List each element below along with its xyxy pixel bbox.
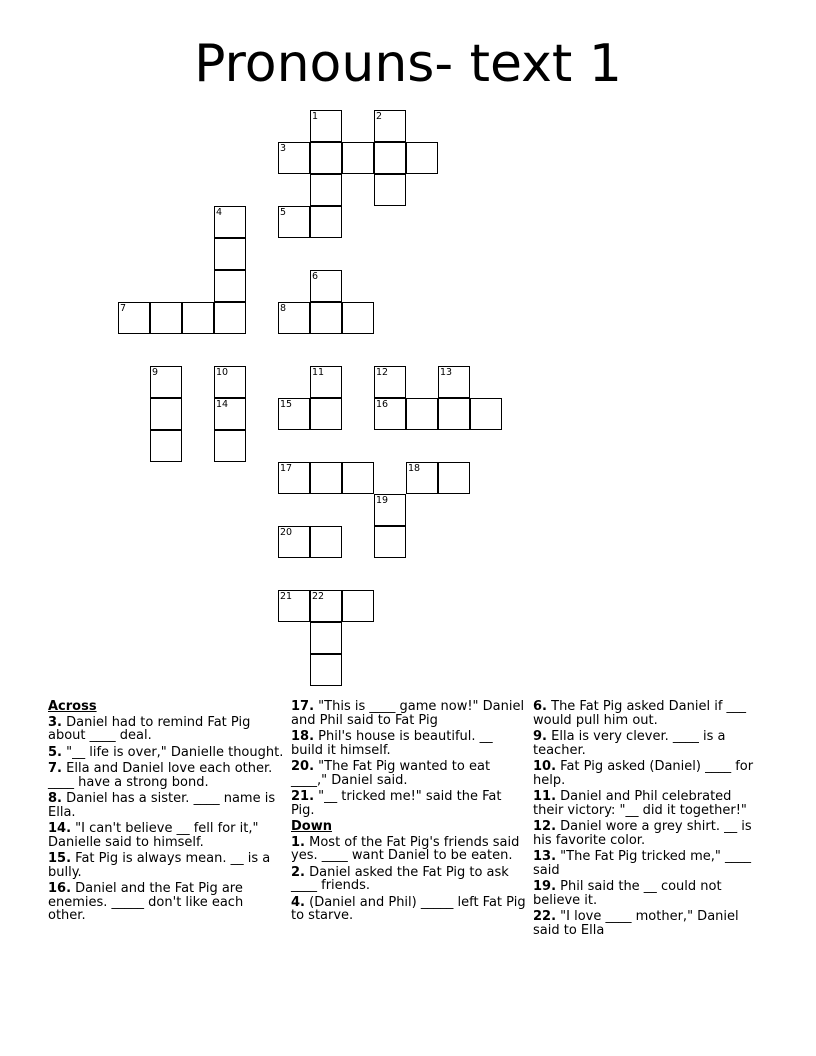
clue-number-label: 19	[376, 495, 389, 506]
clue-number-label: 21	[280, 591, 293, 602]
clue-number: 18.	[291, 729, 315, 744]
clue-number: 9.	[533, 729, 547, 744]
grid-cell[interactable]	[374, 174, 406, 206]
clue-number: 1.	[291, 834, 305, 850]
grid-cell[interactable]	[310, 526, 342, 558]
puzzle-title: Pronouns- text 1	[194, 34, 622, 94]
clue-text: Daniel wore a grey shirt. __ is his favorite color.	[533, 819, 752, 848]
clue-item	[48, 822, 284, 849]
clue-number-label: 1	[312, 111, 319, 122]
clue-text: "__ life is over," Danielle thought.	[66, 744, 284, 760]
clue-item	[291, 836, 527, 863]
grid-cell[interactable]	[214, 430, 246, 462]
clue-item	[291, 700, 527, 727]
grid-cell[interactable]	[438, 398, 470, 430]
clue-column-3	[533, 700, 763, 940]
grid-cell[interactable]	[310, 142, 342, 174]
clue-number-label: 3	[280, 143, 287, 154]
across-heading: Across	[48, 699, 97, 714]
clue-number-label: 17	[280, 463, 293, 474]
clue-number-label: 22	[312, 591, 325, 602]
clue-number: 4.	[291, 894, 305, 910]
grid-cell[interactable]	[310, 398, 342, 430]
clue-number: 2.	[291, 864, 305, 880]
clue-text: "The Fat Pig tricked me," ____ said	[533, 849, 752, 878]
clue-number-label: 6	[312, 271, 319, 282]
clue-number: 19.	[533, 879, 557, 894]
clue-item	[533, 850, 763, 877]
grid-cell[interactable]	[310, 206, 342, 238]
grid-cell[interactable]	[342, 302, 374, 334]
grid-cell[interactable]	[406, 142, 438, 174]
clue-number-label: 14	[216, 399, 229, 410]
clue-item	[533, 910, 763, 937]
clue-item	[48, 746, 284, 760]
clue-number-label: 2	[376, 111, 383, 122]
grid-cell[interactable]	[342, 462, 374, 494]
clue-number: 6.	[533, 699, 547, 714]
grid-cell[interactable]	[214, 302, 246, 334]
clue-text: Daniel asked the Fat Pig to ask ____ friends.	[291, 864, 509, 893]
clue-item	[48, 792, 284, 819]
clue-number-label: 10	[216, 367, 229, 378]
clue-number-label: 13	[440, 367, 453, 378]
clue-item	[533, 700, 763, 727]
clue-item	[533, 880, 763, 907]
clue-item	[291, 866, 527, 893]
clue-number: 10.	[533, 759, 557, 774]
clue-item	[533, 820, 763, 847]
clue-text: (Daniel and Phil) _____ left Fat Pig to starve.	[291, 894, 526, 923]
clue-item	[533, 790, 763, 817]
clue-number-label: 11	[312, 367, 325, 378]
clue-number-label: 15	[280, 399, 293, 410]
grid-cell[interactable]	[214, 238, 246, 270]
clue-column-1	[48, 700, 284, 926]
clue-text: Ella and Daniel love each other. ____ have a strong bond.	[48, 761, 273, 790]
clue-item	[48, 882, 284, 923]
clue-text: Fat Pig is always mean. __ is a bully.	[48, 851, 271, 880]
clue-text: Daniel had to remind Fat Pig about ____ deal.	[48, 714, 251, 743]
clue-number-label: 20	[280, 527, 293, 538]
clue-number-label: 8	[280, 303, 287, 314]
clue-text: Daniel has a sister. ____ name is Ella.	[48, 791, 276, 820]
clue-text: Daniel and the Fat Pig are enemies. _____ don't like each other.	[48, 881, 244, 923]
grid-cell[interactable]	[310, 654, 342, 686]
clue-column-2	[291, 700, 527, 926]
clue-number-label: 9	[152, 367, 159, 378]
clue-number: 17.	[291, 699, 315, 714]
grid-cell[interactable]	[310, 302, 342, 334]
clue-text: Daniel and Phil celebrated their victory: "__ did it together!"	[533, 789, 747, 818]
clue-number: 15.	[48, 851, 72, 866]
clue-item	[48, 762, 284, 789]
clue-text: "__ tricked me!" said the Fat Pig.	[291, 789, 502, 818]
grid-cell[interactable]	[150, 398, 182, 430]
clue-number-label: 12	[376, 367, 389, 378]
clue-text: "This is ____ game now!" Daniel and Phil said to Fat Pig	[291, 699, 525, 728]
grid-cell[interactable]	[150, 430, 182, 462]
clue-number-label: 7	[120, 303, 127, 314]
clue-text: Ella is very clever. ____ is a teacher.	[533, 729, 726, 758]
grid-cell[interactable]	[310, 174, 342, 206]
clue-number: 21.	[291, 789, 315, 804]
clue-text: The Fat Pig asked Daniel if ___ would pull him out.	[533, 699, 747, 728]
grid-cell[interactable]	[406, 398, 438, 430]
clue-number: 5.	[48, 744, 62, 760]
grid-cell[interactable]	[374, 526, 406, 558]
clue-item	[48, 852, 284, 879]
clue-item	[291, 790, 527, 817]
clue-item	[291, 896, 527, 923]
clue-text: "The Fat Pig wanted to eat ____," Daniel said.	[291, 759, 491, 788]
clue-number: 3.	[48, 714, 62, 730]
clue-item	[533, 760, 763, 787]
grid-cell[interactable]	[342, 142, 374, 174]
down-heading: Down	[291, 819, 332, 834]
clue-text: Phil said the __ could not believe it.	[533, 879, 722, 908]
grid-cell[interactable]	[214, 270, 246, 302]
grid-cell[interactable]	[310, 462, 342, 494]
clue-text: Phil's house is beautiful. __ build it himself.	[291, 729, 493, 758]
clue-number: 14.	[48, 821, 72, 836]
clue-number: 22.	[533, 909, 557, 924]
grid-cell[interactable]	[438, 462, 470, 494]
clue-number: 13.	[533, 849, 557, 864]
clue-number-label: 18	[408, 463, 421, 474]
clue-number: 12.	[533, 819, 557, 834]
grid-cell[interactable]	[182, 302, 214, 334]
clue-number: 16.	[48, 881, 72, 896]
clue-item	[48, 716, 284, 743]
grid-cell[interactable]	[342, 590, 374, 622]
clue-number: 8.	[48, 791, 62, 806]
clue-number-label: 5	[280, 207, 287, 218]
grid-cell[interactable]	[374, 142, 406, 174]
grid-cell[interactable]	[150, 302, 182, 334]
clue-text: "I love ____ mother," Daniel said to Ella	[533, 909, 739, 938]
clue-text: Most of the Fat Pig's friends said yes. ____ want Daniel to be eaten.	[291, 834, 520, 863]
clue-number: 20.	[291, 759, 315, 774]
grid-cell[interactable]	[310, 622, 342, 654]
clue-number: 7.	[48, 761, 62, 776]
clue-number-label: 4	[216, 207, 223, 218]
clue-item	[291, 730, 527, 757]
clue-number: 11.	[533, 789, 557, 804]
clue-item	[533, 730, 763, 757]
clue-item	[291, 760, 527, 787]
clue-number-label: 16	[376, 399, 389, 410]
clue-text: "I can't believe __ fell for it," Danielle said to himself.	[48, 821, 259, 850]
clue-text: Fat Pig asked (Daniel) ____ for help.	[533, 759, 754, 788]
grid-cell[interactable]	[470, 398, 502, 430]
